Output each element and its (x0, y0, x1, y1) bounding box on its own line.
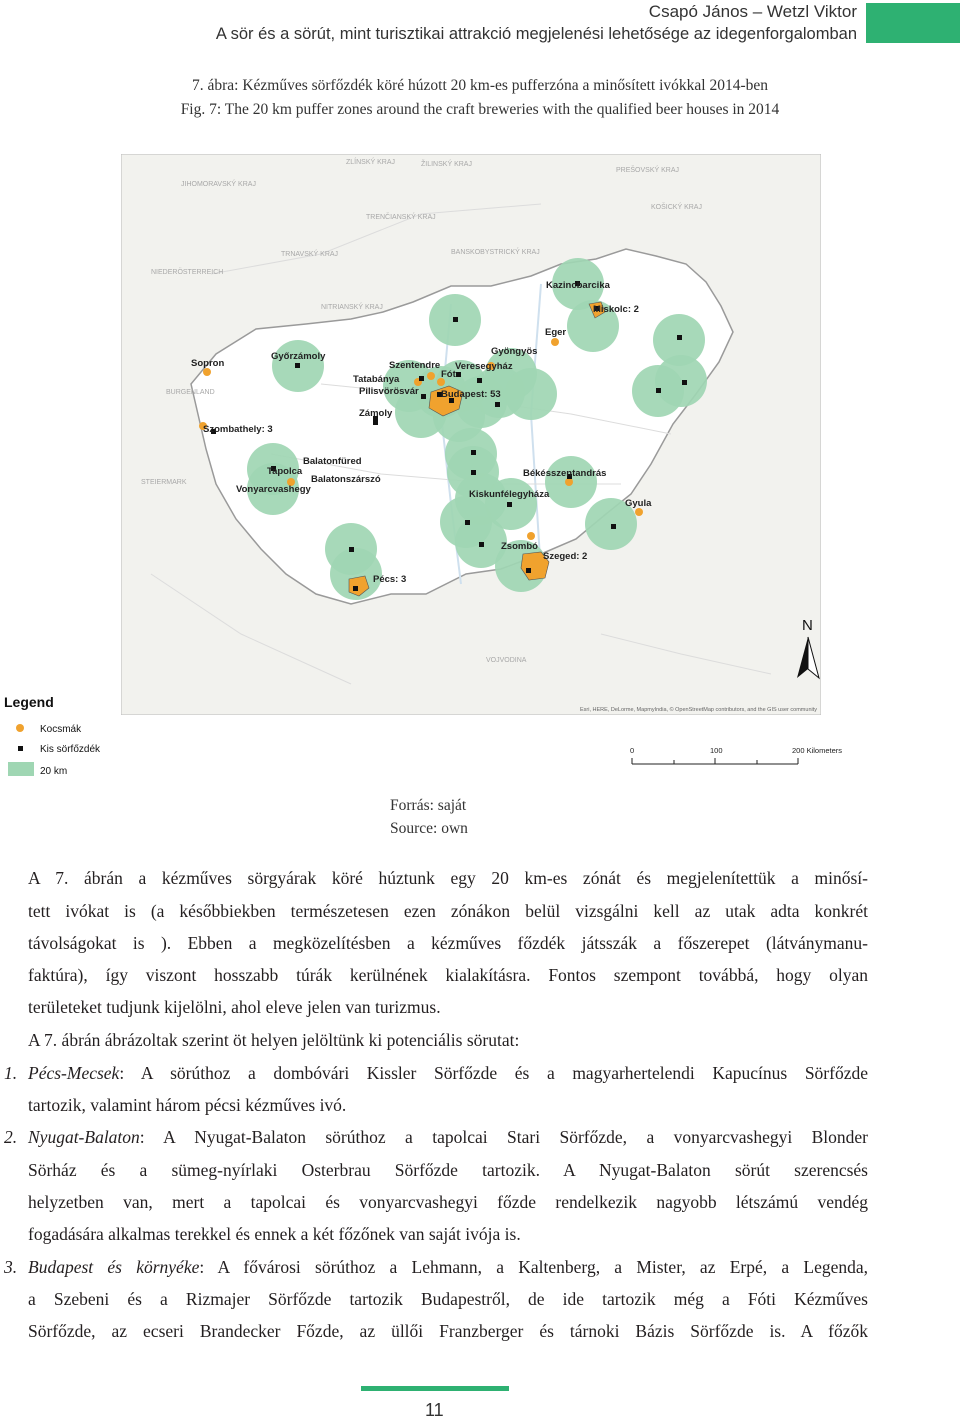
place-label: Gyöngyös (491, 346, 538, 357)
legend-buffer-icon (8, 762, 34, 776)
list-item-line (28, 1063, 868, 1084)
list-item-name: Nyugat-Balaton (28, 1127, 140, 1147)
list-item-line (28, 1127, 868, 1148)
brewery-marker (349, 547, 354, 552)
pub-marker (527, 532, 535, 540)
region-label: STEIERMARK (141, 479, 187, 486)
place-label: Győrzámoly (271, 351, 326, 362)
brewery-marker (495, 402, 500, 407)
place-label: Zsombó (501, 541, 538, 552)
scale-tick-label: 200 Kilometers (792, 746, 843, 755)
list-item-line: tartozik, valamint három pécsi kézműves ivó. (28, 1095, 347, 1115)
source-en: Source: own (390, 820, 468, 837)
brewery-marker (353, 586, 358, 591)
list-item-line: helyzetben van, mert a tapolcai és vonyarcvashegyi főzde rendelkezik nagyobb létszámú vendég (28, 1192, 868, 1212)
brewery-marker (419, 376, 424, 381)
region-label: TRENČIANSKÝ KRAJ (366, 214, 436, 221)
legend-title: Legend (4, 694, 54, 710)
place-label: Szombathely: 3 (203, 424, 273, 435)
place-label: Tatabánya (353, 374, 400, 385)
legend-brewery-icon (18, 746, 23, 751)
brewery-marker (456, 372, 461, 377)
legend-item-kocsmak: Kocsmák (40, 724, 82, 735)
place-label: Gyula (625, 498, 652, 509)
map-attribution: Esri, HERE, DeLorme, MapmyIndia, © OpenStreetMap contributors, and the GIS user community (580, 707, 817, 713)
place-label: Kazincbarcika (546, 280, 610, 291)
brewery-marker (471, 470, 476, 475)
map-legend (0, 690, 130, 790)
north-label: N (802, 617, 813, 634)
list-item-name: Budapest és környéke (28, 1257, 200, 1277)
pub-marker (551, 338, 559, 346)
body-line: A 7. ábrán ábrázoltak szerint öt helyen jelöltünk ki potenciális sörutat: (28, 1030, 520, 1050)
brewery-marker (477, 378, 482, 383)
place-label: Miskolc: 2 (593, 304, 639, 315)
list-item-line: Sörház és a sümeg-nyírlaki Osterbrau Sörfőzde tartozik. A Nyugat-Balaton sörút szerencsés (28, 1160, 868, 1180)
region-label: BURGENLAND (166, 389, 215, 396)
page-number: 11 (425, 1400, 444, 1420)
list-item-line: Sörfőzde, az ecseri Brandecker Főzde, az üllői Franzberger és tárnoki Bázis Sörfőzde is. A főzők (28, 1321, 868, 1341)
brewery-marker (611, 524, 616, 529)
footer-accent-bar (361, 1386, 509, 1391)
brewery-marker (656, 388, 661, 393)
header-title: A sör és a sörút, mint turisztikai attrakció megjelenési lehetősége az idegenforgalomban (215, 25, 857, 43)
place-label: Balatonszárszó (311, 474, 381, 485)
place-label: Veresegyház (455, 361, 513, 372)
brewery-marker (471, 450, 476, 455)
list-number: 1. (4, 1063, 18, 1083)
region-label: ŽILINSKÝ KRAJ (421, 161, 472, 168)
brewery-marker (507, 502, 512, 507)
brewery-marker (421, 394, 426, 399)
place-label: Békésszentandrás (523, 468, 607, 479)
region-label: PREŠOVSKÝ KRAJ (616, 167, 680, 174)
pub-marker (565, 478, 573, 486)
place-label: Fót (441, 369, 456, 380)
body-line: területeket tudjunk kijelölni, ahol eleve jelen van turizmus. (28, 997, 441, 1017)
place-label: Szeged: 2 (543, 551, 588, 562)
map (121, 154, 821, 715)
list-number: 2. (4, 1127, 18, 1147)
place-label: Budapest: 53 (441, 389, 501, 400)
brewery-marker (526, 568, 531, 573)
brewery-marker (465, 520, 470, 525)
pub-marker (203, 368, 211, 376)
region-label: NIEDERÖSTERREICH (151, 269, 224, 276)
place-label: Sopron (191, 358, 225, 369)
pub-marker (427, 372, 435, 380)
region-label: BANSKOBYSTRICKÝ KRAJ (451, 249, 540, 256)
legend-pub-icon (16, 724, 24, 732)
brewery-marker (453, 317, 458, 322)
list-item-line: fogadására alkalmas terekkel és ennek a két főzőnek van saját ivója is. (28, 1224, 521, 1244)
place-label: Pécs: 3 (373, 574, 407, 585)
source-hu: Forrás: saját (390, 797, 467, 814)
list-item-text: : A Nyugat-Balaton sörúthoz a tapolcai Stari Sörfőzde, a vonyarcvashegyi Blonder (139, 1127, 868, 1147)
body-line: távolságokat is ). Ebben a megközelítésben a kézműves főzdék játsszák a főszerepet (látványmanu- (28, 933, 868, 953)
list-item-text: : A sörúthoz a dombóvári Kissler Sörfőzde és a magyarhertelendi Kapucínus Sörfőzde (119, 1063, 868, 1083)
region-label: NITRIANSKÝ KRAJ (321, 304, 383, 311)
figure-caption-hu: 7. ábra: Kézműves sörfőzdék köré húzott 20 km-es pufferzóna a minősített ivókkal 2014-ben (191, 77, 769, 94)
legend-item-sorfozdek: Kis sörfőzdék (40, 744, 101, 755)
scale-tick-label: 0 (630, 746, 635, 755)
region-label: VOJVODINA (486, 657, 527, 664)
region-label: TRNAVSKÝ KRAJ (281, 251, 339, 258)
place-label: Balatonfüred (303, 456, 362, 467)
region-label: ZLÍNSKÝ KRAJ (346, 159, 396, 166)
scale-tick-label: 100 (710, 746, 723, 755)
place-label: Kiskunfélegyháza (469, 489, 550, 500)
list-item-name: Pécs-Mecsek (28, 1063, 120, 1083)
place-label: Tapolca (267, 466, 303, 477)
list-item-line: a Szebeni és a Rizmajer Sörfőzde tartozik Budapestről, de ide tartozik még a Fóti Kézműves (28, 1289, 868, 1309)
brewery-marker (479, 542, 484, 547)
body-line: tett ivókat is (a későbbiekben természetesen ezen zónákon belül vizsgálni kell az utak adta konkrét (28, 901, 868, 921)
region-label: JIHOMORAVSKÝ KRAJ (181, 181, 256, 188)
body-line: A 7. ábrán a kézműves sörgyárak köré húztunk egy 20 km-es zónát és megjelenítettük a minősí- (28, 868, 868, 888)
place-label: Eger (545, 327, 567, 338)
place-label: Vonyarcvashegy (236, 484, 311, 495)
list-item-line (28, 1257, 868, 1278)
header-authors: Csapó János – Wetzl Viktor (648, 2, 857, 21)
figure-caption-en: Fig. 7: The 20 km puffer zones around the craft breweries with the qualified beer houses in 2014 (180, 101, 780, 118)
brewery-marker (677, 335, 682, 340)
scale-bar (626, 744, 856, 770)
header-accent-bar (866, 3, 960, 43)
place-label: Pilisvörösvár (359, 386, 419, 397)
brewery-marker (682, 380, 687, 385)
brewery-marker (295, 363, 300, 368)
buffer-zone (505, 368, 557, 420)
place-label: Zámoly (359, 408, 393, 419)
pub-marker (635, 508, 643, 516)
region-label: KOŠICKÝ KRAJ (651, 204, 702, 211)
body-line: faktúra), így viszont hosszabb túrák kerülnének kialakításra. Fontos szempont továbbá, hogy olyan (28, 965, 868, 985)
list-number: 3. (4, 1257, 18, 1277)
place-label: Szentendre (389, 360, 441, 371)
list-item-text: : A fővárosi sörúthoz a Lehmann, a Kaltenberg, a Mister, az Erpé, a Legenda, (199, 1257, 869, 1277)
legend-item-buffer: 20 km (40, 766, 68, 777)
